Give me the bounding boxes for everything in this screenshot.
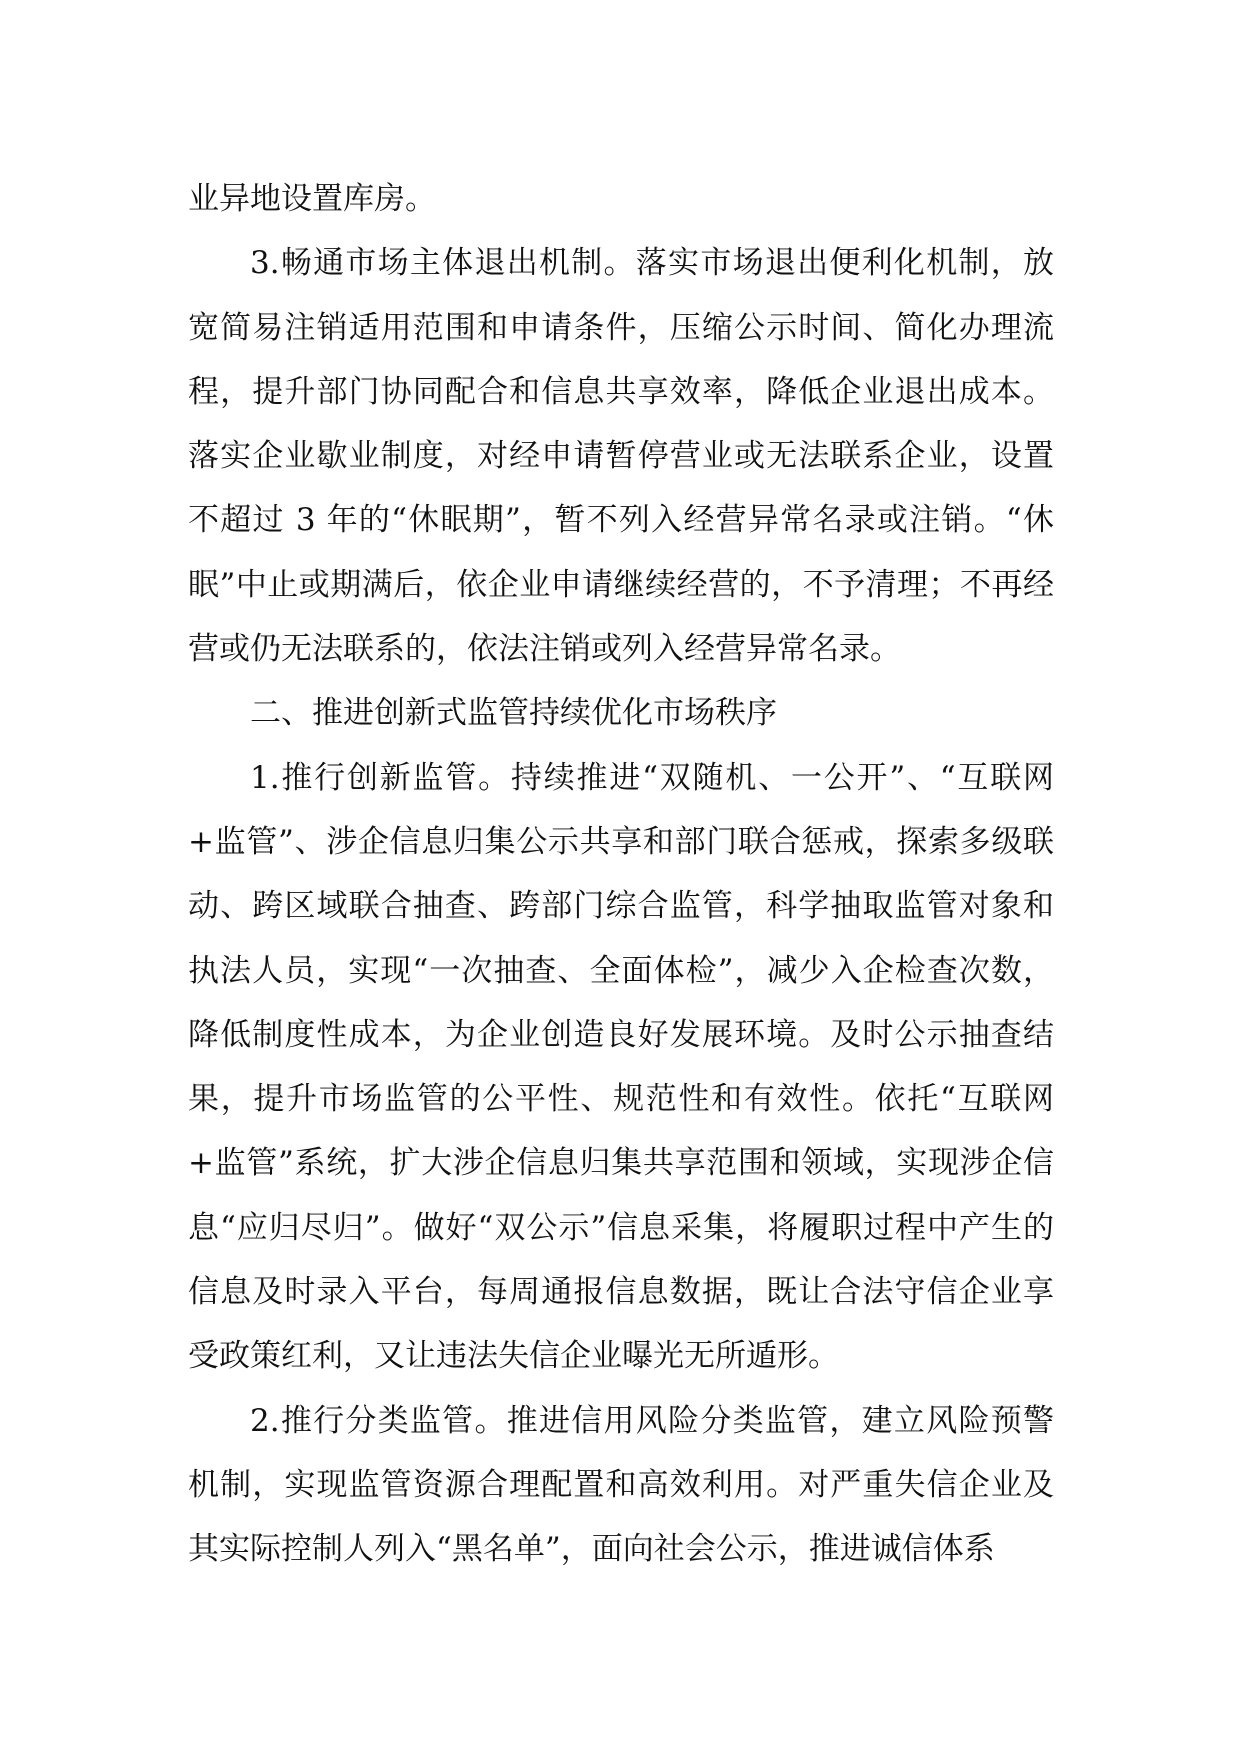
paragraph-market-exit-mechanism: 3.畅通市场主体退出机制。落实市场退出便利化机制，放宽简易注销适用范围和申请条件，压缩公示时间、简化办理流程，提升部门协同配合和信息共享效率，降低企业退出成本。落实企业歇业制度，对经申请暂停营业或无法联系企业，设置不超过 3 年的“休眠期”，暂不列入经营异常名录或注销。“休眠”中止或期满后，依企业申请继续经营的，不予清理；不再经营或仍无法联系的，依法注销或列入经营异常名录。: [188, 245, 1054, 668]
section-heading-innovative-supervision: 二、推进创新式监管持续优化市场秩序: [250, 695, 777, 732]
paragraph-classified-supervision: 2.推行分类监管。推进信用风险分类监管，建立风险预警机制，实现监管资源合理配置和高效利用。对严重失信企业及其实际控制人列入“黑名单”，面向社会公示，推进诚信体系: [188, 1402, 1054, 1568]
document-body: [188, 167, 1054, 1582]
paragraph-innovative-supervision: 1.推行创新监管。持续推进“双随机、一公开”、“互联网+监管”、涉企信息归集公示共享和部门联合惩戒，探索多级联动、跨区域联合抽查、跨部门综合监管，科学抽取监管对象和执法人员，实现“一次抽查、全面体检”，减少入企检查次数，降低制度性成本，为企业创造良好发展环境。及时公示抽查结果，提升市场监管的公平性、规范性和有效性。依托“互联网+监管”系统，扩大涉企信息归集共享范围和领域，实现涉企信息“应归尽归”。做好“双公示”信息采集，将履职过程中产生的信息及时录入平台，每周通报信息数据，既让合法守信企业享受政策红利，又让违法失信企业曝光无所遁形。: [188, 759, 1054, 1375]
paragraph-continuation: 业异地设置库房。: [188, 181, 436, 217]
